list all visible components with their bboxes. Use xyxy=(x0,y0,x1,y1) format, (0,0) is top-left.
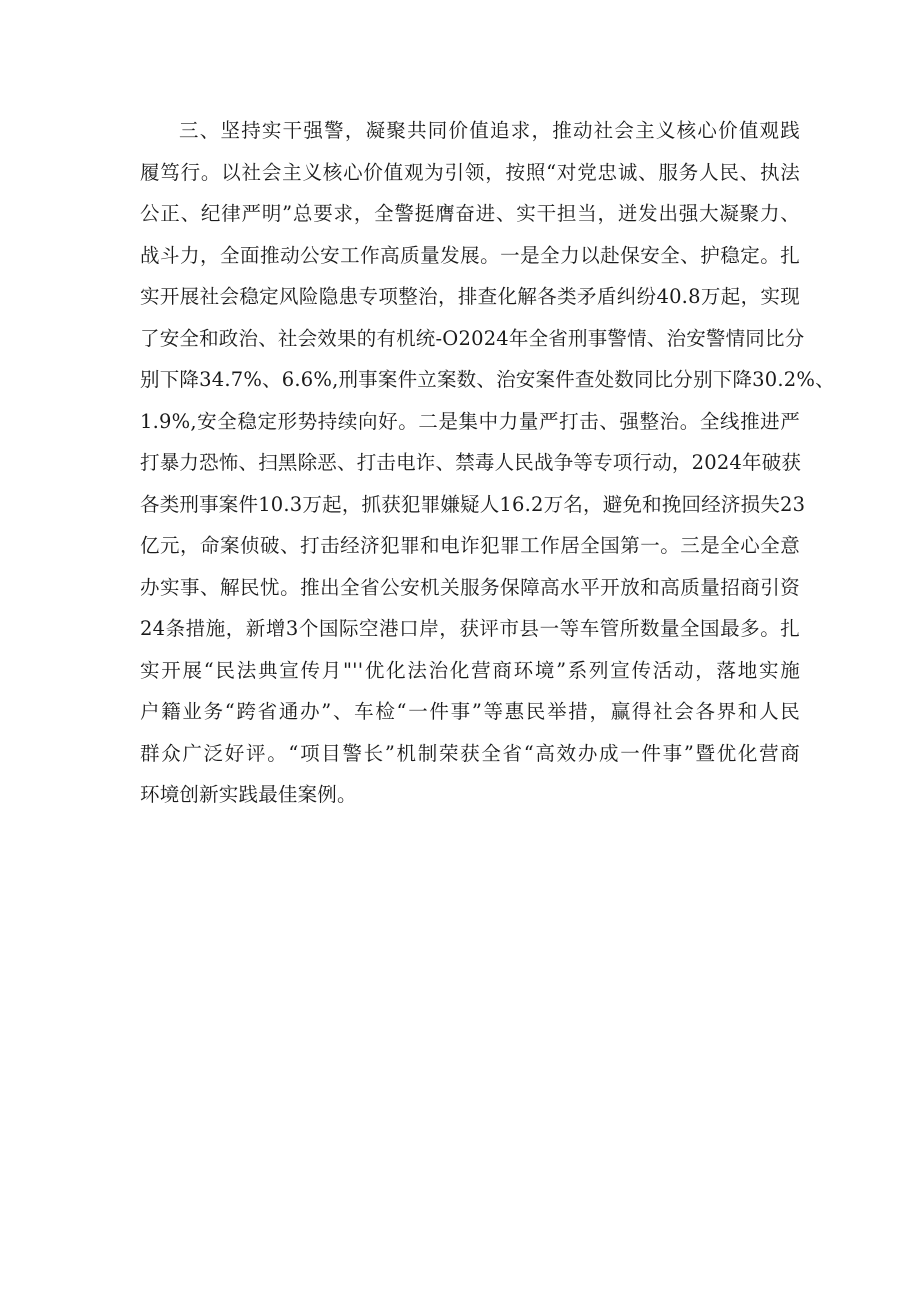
paragraph-line-3: 公正、纪律严明”总要求，全警挺膺奋进、实干担当，迸发出强大凝聚力、 xyxy=(140,202,800,225)
paragraph-line-11: 亿元，命案侦破、打击经济犯罪和电诈犯罪工作居全国第一。三是全心全意 xyxy=(140,534,800,557)
paragraph-line-12: 办实事、解民忧。推出全省公安机关服务保障高水平开放和高质量招商引资 xyxy=(140,575,800,599)
paragraph-line-5: 实开展社会稳定风险隐患专项整治，排查化解各类矛盾纠纷40.8万起，实现 xyxy=(140,285,800,308)
paragraph-line-7: 别下降34.7%、6.6%,刑事案件立案数、治安案件查处数同比分别下降30.2%、 xyxy=(140,368,835,391)
paragraph-line-6: 了安全和政治、社会效果的有机统-O2024年全省刑事警情、治安警情同比分 xyxy=(140,326,805,350)
paragraph-line-4: 战斗力，全面推动公安工作高质量发展。一是全力以赴保安全、护稳定。扎 xyxy=(140,243,800,267)
paragraph-line-8: 1.9%,安全稳定形势持续向好。二是集中力量严打击、强整治。全线推进严 xyxy=(140,409,800,433)
paragraph-line-9: 打暴力恐怖、扫黑除恶、打击电诈、禁毒人民战争等专项行动，2024年破获 xyxy=(140,451,802,474)
paragraph-line-1: 三、坚持实干强警，凝聚共同价值追求，推动社会主义核心价值观践 xyxy=(179,119,800,142)
body-paragraph xyxy=(140,110,835,816)
paragraph-line-13: 24条措施，新增3个国际空港口岸，获评市县一等车管所数量全国最多。扎 xyxy=(140,617,800,640)
paragraph-line-14: 实开展“民法典宣传月"''优化法治化营商环境”系列宣传活动，落地实施 xyxy=(140,658,800,682)
paragraph-line-16: 群众广泛好评。“项目警长”机制荣获全省“高效办成一件事”暨优化营商 xyxy=(140,741,800,765)
paragraph-line-10: 各类刑事案件10.3万起，抓获犯罪嫌疑人16.2万名，避免和挽回经济损失23 xyxy=(140,492,806,516)
paragraph-line-17: 环境创新实践最佳案例。 xyxy=(140,783,357,806)
paragraph-line-15: 户籍业务“跨省通办”、车检“一件事”等惠民举措，赢得社会各界和人民 xyxy=(140,700,800,723)
paragraph-line-2: 履笃行。以社会主义核心价值观为引领，按照“对党忠诚、服务人民、执法 xyxy=(140,160,800,184)
